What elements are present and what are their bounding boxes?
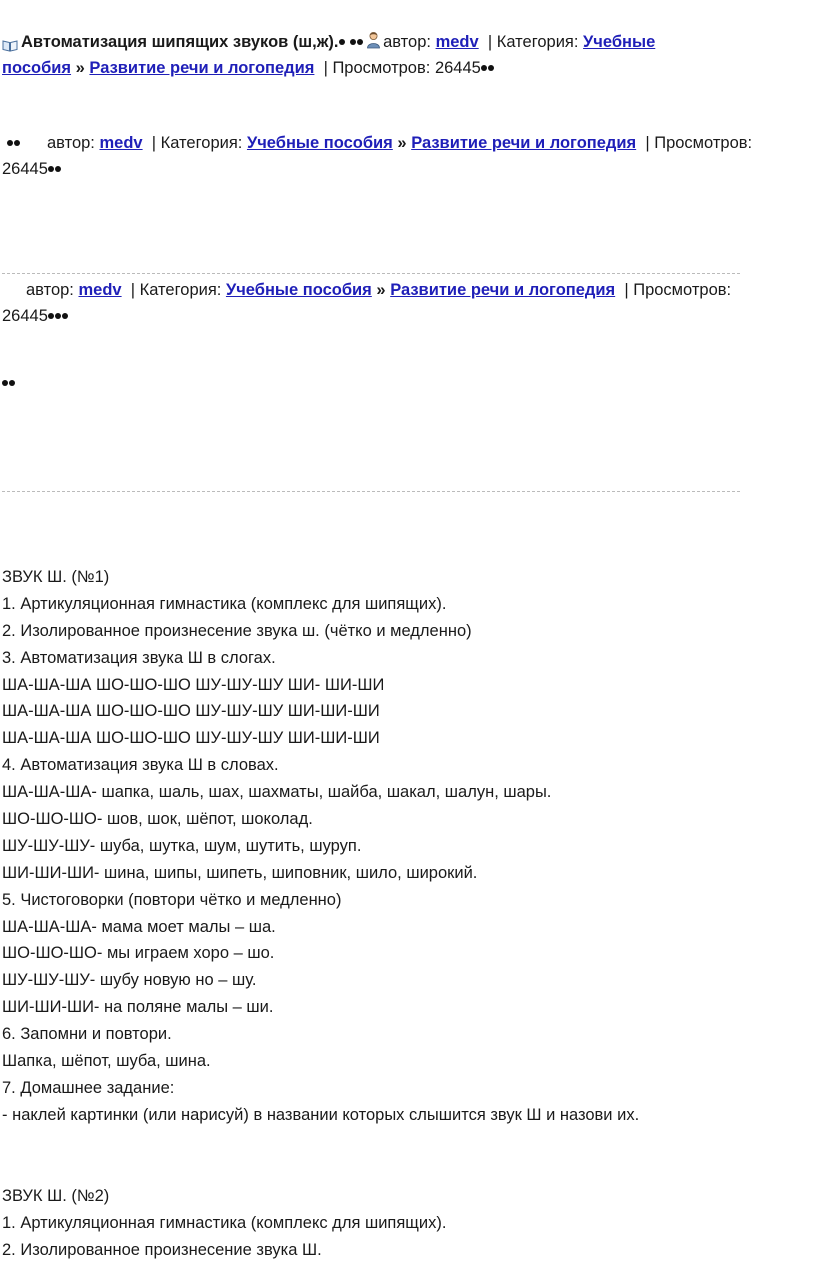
views-count: 26445 xyxy=(2,307,48,325)
lesson-section-2 xyxy=(2,1183,446,1264)
author-link[interactable]: medv xyxy=(78,281,122,299)
category-link-textbooks[interactable]: Учебные пособия xyxy=(246,134,393,152)
views-label: | Просмотров: xyxy=(645,134,753,152)
author-link[interactable]: medv xyxy=(435,33,479,51)
meta-block-2-views xyxy=(2,158,808,180)
category-link-speech[interactable]: Развитие речи и логопедия xyxy=(411,134,637,152)
bullet-icon xyxy=(7,140,13,146)
lesson-section-1 xyxy=(2,564,639,1129)
lesson-line: ШО-ШО-ШО- шов, шок, шёпот, шоколад. xyxy=(2,810,313,829)
bullet-icon xyxy=(350,39,356,45)
bullet-icon xyxy=(488,65,494,71)
category-link-textbooks[interactable]: Учебные xyxy=(583,33,656,51)
category-link-textbooks[interactable]: Учебные пособия xyxy=(225,281,372,299)
bullet-icon xyxy=(55,313,61,319)
category-link-speech[interactable]: Развитие речи и логопедия xyxy=(390,281,616,299)
lesson-line: ША-ША-ША- мама моет малы – ша. xyxy=(2,917,276,936)
bullet-icon xyxy=(62,313,68,319)
bullet-row xyxy=(2,372,808,394)
breadcrumb-separator: » xyxy=(376,281,386,299)
lesson-line: ША-ША-ША ШО-ШО-ШО ШУ-ШУ-ШУ ШИ- ШИ-ШИ xyxy=(2,675,385,694)
author-label: автор: xyxy=(47,134,95,152)
author-label: автор: xyxy=(383,33,431,51)
bullet-icon xyxy=(9,380,15,386)
bullet-icon xyxy=(55,166,61,172)
user-icon xyxy=(366,31,381,49)
bullet-icon xyxy=(48,313,54,319)
lesson-line: ШУ-ШУ-ШУ- шуба, шутка, шум, шутить, шуруп. xyxy=(2,836,362,855)
lesson-line: ЗВУК Ш. (№2) xyxy=(2,1187,110,1205)
lesson-line: ША-ША-ША ШО-ШО-ШО ШУ-ШУ-ШУ ШИ-ШИ-ШИ xyxy=(2,702,380,721)
views-label: | Просмотров: xyxy=(624,281,732,299)
divider xyxy=(2,273,740,274)
views-count: 26445 xyxy=(2,160,48,178)
bullet-icon xyxy=(339,39,345,45)
lesson-line: Шапка, шёпот, шуба, шина. xyxy=(2,1052,211,1071)
breadcrumb-separator: » xyxy=(75,59,85,77)
lesson-line: 3. Автоматизация звука Ш в слогах. xyxy=(2,648,276,667)
lesson-line: 1. Артикуляционная гимнастика (комплекс для шипящих). xyxy=(2,1213,447,1232)
lesson-line: ШИ-ШИ-ШИ- на поляне малы – ши. xyxy=(2,998,274,1017)
article-meta-line xyxy=(2,57,808,79)
bullet-icon xyxy=(48,166,54,172)
bullet-icon xyxy=(481,65,487,71)
lesson-line: ША-ША-ША ШО-ШО-ШО ШУ-ШУ-ШУ ШИ-ШИ-ШИ xyxy=(2,729,380,748)
lesson-line: ШО-ШО-ШО- мы играем хоро – шо. xyxy=(2,944,275,963)
views-count: 26445 xyxy=(434,59,481,77)
bullet-icon xyxy=(357,39,363,45)
author-label: автор: xyxy=(26,281,74,299)
lesson-line: ШУ-ШУ-ШУ- шубу новую но – шу. xyxy=(2,971,257,990)
lesson-line: 2. Изолированное произнесение звука ш. (чётко и медленно) xyxy=(2,621,472,640)
lesson-line: 7. Домашнее задание: xyxy=(2,1078,175,1097)
meta-block-3 xyxy=(2,279,808,301)
author-link[interactable]: medv xyxy=(99,134,143,152)
category-label: | Категория: xyxy=(151,134,243,152)
lesson-line: ЗВУК Ш. (№1) xyxy=(2,568,110,586)
page-title: Автоматизация шипящих звуков (ш,ж). xyxy=(21,33,339,51)
bullet-icon xyxy=(14,140,20,146)
category-link-textbooks-cont[interactable]: пособия xyxy=(2,59,72,77)
meta-block-2 xyxy=(2,132,808,154)
meta-block-3-views xyxy=(2,305,808,327)
category-label: | Категория: xyxy=(487,33,579,51)
lesson-line: - наклей картинки (или нарисуй) в названии которых слышится звук Ш и назови их. xyxy=(2,1105,640,1124)
divider xyxy=(2,491,740,492)
views-label: | Просмотров: xyxy=(323,59,431,77)
lesson-line: 5. Чистоговорки (повтори чётко и медленно) xyxy=(2,890,342,909)
lesson-line: 4. Автоматизация звука Ш в словах. xyxy=(2,756,279,775)
lesson-line: ША-ША-ША- шапка, шаль, шах, шахматы, шайба, шакал, шалун, шары. xyxy=(2,783,552,802)
category-link-speech[interactable]: Развитие речи и логопедия xyxy=(89,59,315,77)
category-label: | Категория: xyxy=(130,281,222,299)
lesson-line: ШИ-ШИ-ШИ- шина, шипы, шипеть, шиповник, шило, широкий. xyxy=(2,863,478,882)
lesson-line: 6. Запомни и повтори. xyxy=(2,1025,172,1044)
breadcrumb-separator: » xyxy=(397,134,407,152)
lesson-line: 2. Изолированное произнесение звука Ш. xyxy=(2,1240,322,1259)
article-header xyxy=(2,31,808,53)
bullet-icon xyxy=(2,380,8,386)
lesson-line: 1. Артикуляционная гимнастика (комплекс для шипящих). xyxy=(2,594,447,613)
book-icon xyxy=(2,36,18,49)
